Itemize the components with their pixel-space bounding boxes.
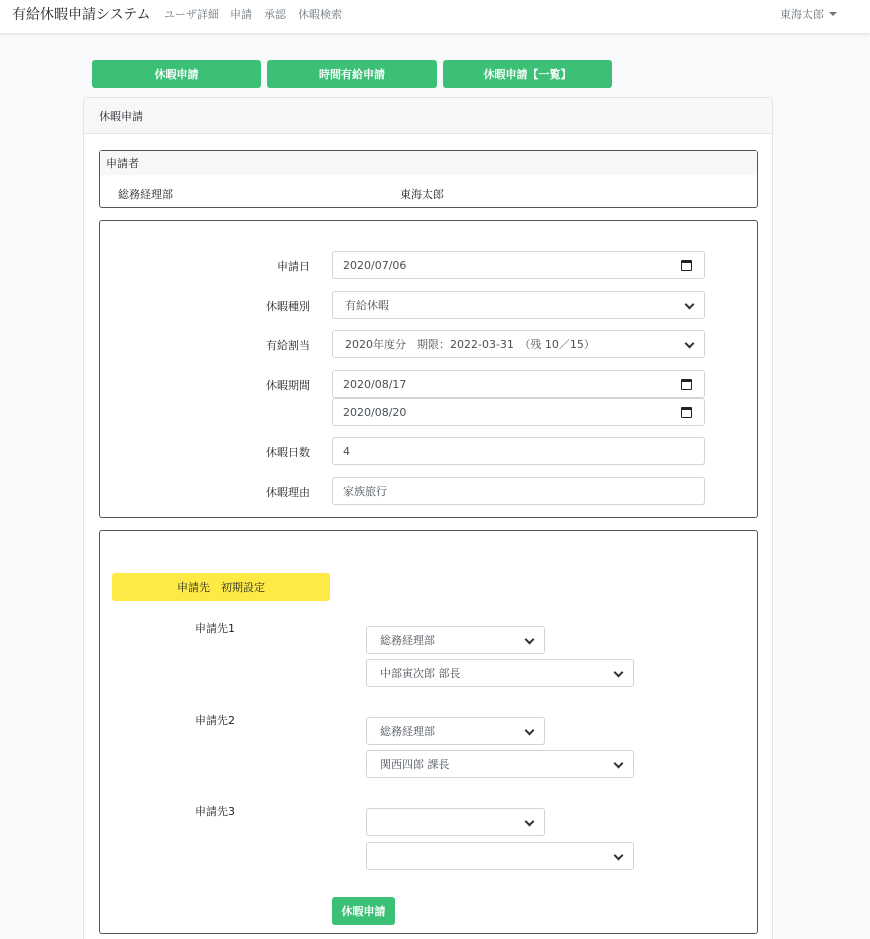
- reason-label: 休暇理由: [266, 486, 310, 499]
- period-end-input[interactable]: [332, 398, 705, 426]
- days-label: 休暇日数: [266, 446, 310, 459]
- leave-type-select[interactable]: [332, 291, 705, 319]
- approver1-department-value: 総務経理部: [380, 634, 435, 647]
- reason-value: 家族旅行: [343, 485, 387, 498]
- allocation-label: 有給割当: [266, 339, 310, 352]
- calendar-icon[interactable]: [681, 260, 692, 271]
- user-menu[interactable]: [780, 6, 837, 22]
- hourly-leave-apply-button[interactable]: 時間有給申請: [267, 60, 437, 88]
- chevron-down-icon: [614, 851, 624, 861]
- leave-type-value: 有給休暇: [345, 299, 389, 312]
- apply-date-value: 2020/07/06: [343, 258, 407, 272]
- apply-date-input[interactable]: [332, 251, 705, 279]
- allocation-value: 2020年度分 期限：2022-03-31 （残 10／15）: [345, 338, 595, 351]
- applicant-department: 総務経理部: [118, 188, 173, 201]
- chevron-down-icon: [685, 300, 695, 310]
- nav-user-detail[interactable]: ユーザ詳細: [164, 8, 219, 21]
- chevron-down-icon: [614, 759, 624, 769]
- approver2-department-select[interactable]: [366, 717, 545, 745]
- leave-type-label: 休暇種別: [266, 300, 310, 313]
- approver-init-button[interactable]: 申請先 初期設定: [112, 573, 330, 601]
- leave-apply-button[interactable]: 休暇申請: [92, 60, 261, 88]
- applicant-heading: 申請者: [100, 151, 757, 175]
- period-start-value: 2020/08/17: [343, 377, 407, 391]
- leave-form-box: [99, 220, 758, 518]
- chevron-down-icon: [685, 339, 695, 349]
- app-brand[interactable]: 有給休暇申請システム: [12, 7, 151, 23]
- leave-list-button[interactable]: 休暇申請【一覧】: [443, 60, 612, 88]
- chevron-down-icon: [525, 635, 535, 645]
- period-start-input[interactable]: [332, 370, 705, 398]
- approver1-department-select[interactable]: [366, 626, 545, 654]
- user-name: 東海太郎: [780, 8, 824, 21]
- approver1-person-value: 中部寅次郎 部長: [380, 667, 461, 680]
- approver2-department-value: 総務経理部: [380, 725, 435, 738]
- days-input[interactable]: [332, 437, 705, 465]
- period-label: 休暇期間: [266, 379, 310, 392]
- submit-leave-button[interactable]: 休暇申請: [332, 897, 395, 925]
- allocation-select[interactable]: [332, 330, 705, 358]
- approver1-label: 申請先1: [195, 622, 235, 635]
- approver3-department-select[interactable]: [366, 808, 545, 836]
- nav-apply[interactable]: 申請: [230, 8, 252, 21]
- caret-down-icon: [829, 12, 837, 16]
- approver3-label: 申請先3: [195, 805, 235, 818]
- approver2-person-select[interactable]: [366, 750, 634, 778]
- calendar-icon[interactable]: [681, 379, 692, 390]
- calendar-icon[interactable]: [681, 407, 692, 418]
- chevron-down-icon: [525, 817, 535, 827]
- nav-leave-search[interactable]: 休暇検索: [298, 8, 342, 21]
- apply-date-label: 申請日: [277, 260, 310, 273]
- nav-approve[interactable]: 承認: [264, 8, 286, 21]
- navbar: [0, 0, 870, 33]
- approver2-label: 申請先2: [195, 714, 235, 727]
- approver1-person-select[interactable]: [366, 659, 634, 687]
- reason-input[interactable]: [332, 477, 705, 505]
- card-title: 休暇申請: [84, 98, 772, 134]
- chevron-down-icon: [614, 668, 624, 678]
- applicant-box: [99, 150, 758, 208]
- approver2-person-value: 関西四郎 課長: [380, 758, 450, 771]
- days-value: 4: [343, 444, 350, 458]
- applicant-name: 東海太郎: [400, 188, 444, 201]
- approver3-person-select[interactable]: [366, 842, 634, 870]
- leave-apply-card: [83, 97, 773, 939]
- chevron-down-icon: [525, 726, 535, 736]
- period-end-value: 2020/08/20: [343, 405, 407, 419]
- approvers-box: [99, 530, 758, 934]
